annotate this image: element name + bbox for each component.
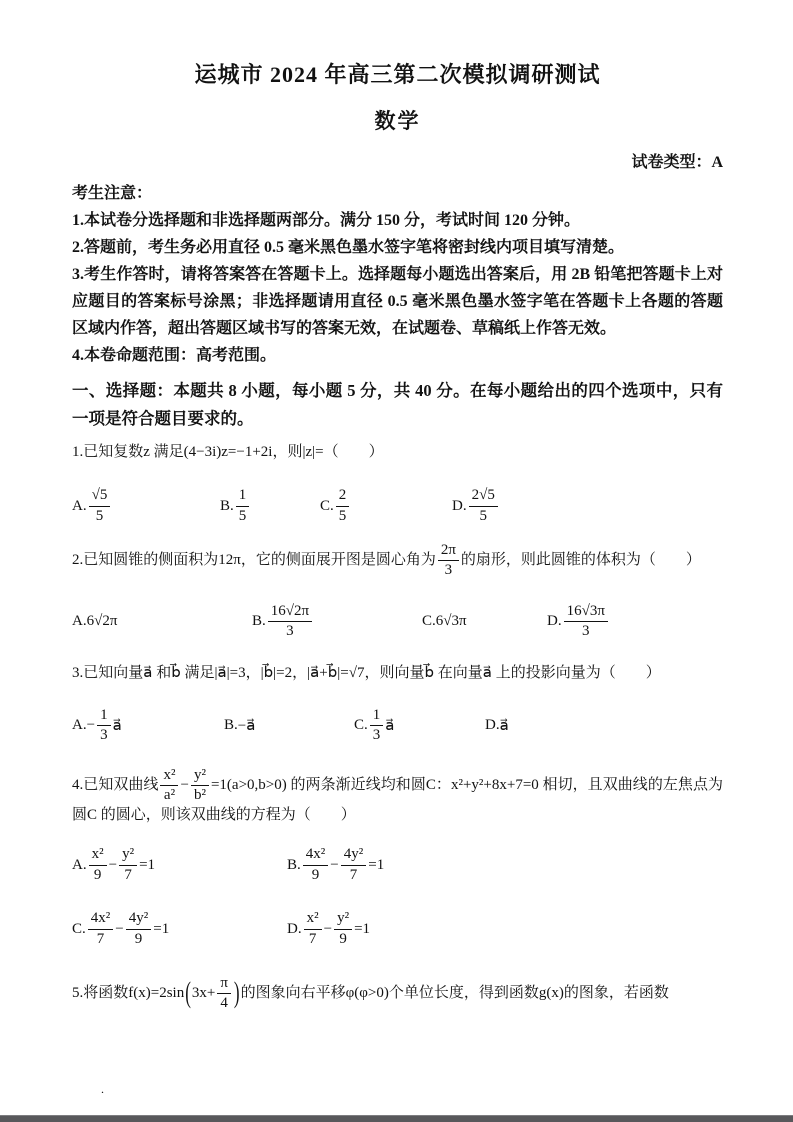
fraction-denominator: 3 xyxy=(286,623,294,639)
equals-one: =1 xyxy=(368,856,385,873)
fraction-numerator: π xyxy=(217,975,231,994)
q1-option-b xyxy=(220,487,320,525)
option-label: A. xyxy=(72,497,87,514)
question-1-stem: 1.已知复数z 满足(4−3i)z=−1+2i，则|z|=（ ） xyxy=(72,444,384,460)
stem-text: 3x+ xyxy=(191,985,216,1002)
fraction-denominator: 5 xyxy=(238,507,247,524)
notice-item-2: 2.答题前，考生务必用直径 0.5 毫米黑色墨水签字笔将密封线内项目填写清楚。 xyxy=(72,239,625,256)
q4-option-c xyxy=(72,910,287,948)
q3-option-b xyxy=(224,716,354,735)
fraction-denominator: 9 xyxy=(311,866,320,883)
fraction xyxy=(236,487,250,525)
fraction-numerator: 1 xyxy=(97,707,111,726)
fraction-numerator: 1 xyxy=(370,707,384,726)
option-label: C. xyxy=(422,613,436,629)
fraction-numerator: x² xyxy=(160,767,178,786)
fraction xyxy=(160,767,178,805)
fraction-numerator: y² xyxy=(191,767,209,786)
notice-item-3: 3.考生作答时，请将答案答在答题卡上。选择题每小题选出答案后，用 2B 铅笔把答题卡上对应题目的答案标号涂黑；非选择题请用直径 0.5 毫米黑色墨水签字笔在答题卡上各题的答题区域内作答，超出答题区域书写的答案无效，在试题卷、草稿纸上作答无效。 xyxy=(72,266,723,337)
fraction xyxy=(217,975,231,1013)
fraction xyxy=(97,707,111,745)
stem-text: 的扇形，则此圆锥的体积为（ ） xyxy=(460,552,701,569)
fraction-denominator: 3 xyxy=(582,623,590,639)
minus-sign: − xyxy=(180,776,189,793)
question-2-stem xyxy=(72,542,723,580)
option-label: D. xyxy=(547,613,562,629)
minus-sign: − xyxy=(86,717,96,733)
question-1-options xyxy=(72,482,723,530)
fraction xyxy=(564,603,608,641)
q2-option-a xyxy=(72,613,252,630)
fraction-denominator: 5 xyxy=(479,507,487,524)
question-3-stem: 3.已知向量a⃗ 和b⃗ 满足|a⃗|=3，|b⃗|=2，|a⃗+b⃗|=√7，则向量b⃗ 在向量a⃗ 上的投影向量为（ ） xyxy=(72,664,661,681)
fraction xyxy=(336,487,350,525)
equals-one: =1 xyxy=(139,856,156,873)
vector-a: a⃗ xyxy=(385,718,395,734)
stem-text: 4.已知双曲线 xyxy=(72,776,159,793)
q3-option-d xyxy=(485,716,509,735)
fraction xyxy=(268,603,312,641)
q1-option-c xyxy=(320,487,452,525)
fraction xyxy=(126,910,152,948)
fraction-numerator: 16√2π xyxy=(268,603,312,622)
option-label: A. xyxy=(72,856,87,873)
fraction xyxy=(89,846,107,884)
fraction xyxy=(438,542,459,580)
option-label: B. xyxy=(224,717,238,733)
stem-text: 5.将函数f(x)=2sin xyxy=(72,985,185,1002)
q2-option-d xyxy=(547,603,610,641)
notice-item-1: 1.本试卷分选择题和非选择题两部分。满分 150 分，考试时间 120 分钟。 xyxy=(72,212,581,229)
option-value: 6√3π xyxy=(435,613,467,629)
fraction-denominator: 7 xyxy=(96,930,105,947)
fraction xyxy=(303,846,329,884)
fraction xyxy=(89,487,111,525)
fraction-numerator: y² xyxy=(334,910,352,929)
fraction-numerator: 1 xyxy=(236,487,250,506)
option-label: C. xyxy=(320,497,334,514)
question-2-options xyxy=(72,596,723,648)
notice-item-4: 4.本卷命题范围：高考范围。 xyxy=(72,347,277,364)
fraction-numerator: 16√3π xyxy=(564,603,608,622)
window-bottom-edge xyxy=(0,1115,793,1122)
question-3-options xyxy=(72,701,723,751)
candidate-notice xyxy=(72,180,723,369)
question-5-stem xyxy=(72,975,723,1013)
paper-type-label: 试卷类型：A xyxy=(631,154,723,171)
fraction-numerator: 4x² xyxy=(303,846,329,865)
fraction-denominator: 5 xyxy=(338,507,347,524)
fraction-denominator: 4 xyxy=(220,995,228,1012)
fraction xyxy=(370,707,384,745)
q1-option-d xyxy=(452,487,500,525)
question-2 xyxy=(72,542,723,648)
q3-option-a xyxy=(72,707,224,745)
fraction-denominator: 9 xyxy=(93,866,102,883)
fraction-denominator: 7 xyxy=(124,866,132,883)
fraction xyxy=(469,487,498,525)
option-value: −a⃗ xyxy=(237,718,256,734)
paper-title: 运城市 2024 年高三第二次模拟调研测试 xyxy=(194,62,601,87)
fraction-denominator: b² xyxy=(193,786,206,803)
fraction-denominator: 9 xyxy=(134,930,143,947)
fraction-numerator: 4y² xyxy=(341,846,367,865)
left-paren: ( xyxy=(185,976,191,1010)
option-label: A. xyxy=(72,613,87,629)
fraction xyxy=(341,846,367,884)
question-4-options-row-1 xyxy=(72,839,723,891)
q4-option-a xyxy=(72,846,287,884)
fraction-denominator: 3 xyxy=(372,727,381,743)
question-4-options-row-2 xyxy=(72,903,723,955)
option-label: B. xyxy=(220,497,234,514)
minus-sign: − xyxy=(108,856,118,873)
minus-sign: − xyxy=(323,920,333,937)
equals-one: =1 xyxy=(153,920,170,937)
fraction xyxy=(88,910,114,948)
fraction-numerator: 4y² xyxy=(126,910,152,929)
q3-option-c xyxy=(354,707,485,745)
stem-text: 的图象向右平移φ(φ>0)个单位长度，得到函数g(x)的图象，若函数 xyxy=(240,985,669,1002)
fraction-numerator: 4x² xyxy=(88,910,114,929)
fraction-numerator: x² xyxy=(304,910,322,929)
question-4 xyxy=(72,767,723,956)
q2-option-c xyxy=(422,613,547,630)
fraction-denominator: a² xyxy=(163,786,176,803)
minus-sign: − xyxy=(115,920,124,937)
question-4-stem xyxy=(72,767,723,828)
option-label: B. xyxy=(252,613,266,629)
option-value: a⃗ xyxy=(499,718,509,734)
fraction-numerator: x² xyxy=(89,846,107,865)
fraction xyxy=(334,910,352,948)
option-label: D. xyxy=(287,920,302,937)
option-label: B. xyxy=(287,856,301,873)
fraction-denominator: 3 xyxy=(100,727,108,743)
fraction-denominator: 3 xyxy=(444,562,453,579)
fraction-numerator: y² xyxy=(119,846,137,865)
fraction-numerator: 2√5 xyxy=(469,487,498,506)
stem-text: 2.已知圆锥的侧面积为12π，它的侧面展开图是圆心角为 xyxy=(72,552,436,569)
option-label: A. xyxy=(72,717,87,733)
q4-option-d xyxy=(287,910,370,948)
fraction xyxy=(304,910,322,948)
paper-subject: 数学 xyxy=(374,109,421,133)
option-value: 6√2π xyxy=(86,613,118,629)
q4-option-b xyxy=(287,846,384,884)
fraction-denominator: 7 xyxy=(308,930,317,947)
q2-option-b xyxy=(252,603,422,641)
stem-text: =1(a>0,b>0) 的两条渐近线均和圆C：x²+y²+8x+7=0 相切，且双曲线的左焦点为圆C 的圆心，则该双曲线的方程为（ ） xyxy=(72,776,723,823)
option-label: D. xyxy=(485,717,500,733)
right-paren: ) xyxy=(233,976,240,1010)
stray-ink-mark: . xyxy=(101,1082,104,1096)
option-label: D. xyxy=(452,497,467,514)
question-1 xyxy=(72,441,723,530)
fraction-numerator: 2 xyxy=(336,487,350,506)
option-label: C. xyxy=(354,717,368,733)
fraction xyxy=(119,846,137,884)
fraction-denominator: 7 xyxy=(349,866,358,883)
option-label: C. xyxy=(72,920,86,937)
section-1-heading: 一、选择题：本题共 8 小题，每小题 5 分，共 40 分。在每小题给出的四个选项中，只有一项是符合题目要求的。 xyxy=(72,381,723,428)
fraction-denominator: 9 xyxy=(339,930,347,947)
notice-heading: 考生注意： xyxy=(72,185,153,202)
equals-one: =1 xyxy=(354,920,371,937)
question-5 xyxy=(72,975,723,1013)
minus-sign: − xyxy=(330,856,339,873)
fraction xyxy=(191,767,209,805)
vector-a: a⃗ xyxy=(112,718,122,734)
question-3 xyxy=(72,662,723,751)
fraction-denominator: 5 xyxy=(95,507,104,524)
fraction-numerator: 2π xyxy=(438,542,459,561)
fraction-numerator: √5 xyxy=(89,487,111,506)
q1-option-a xyxy=(72,487,220,525)
